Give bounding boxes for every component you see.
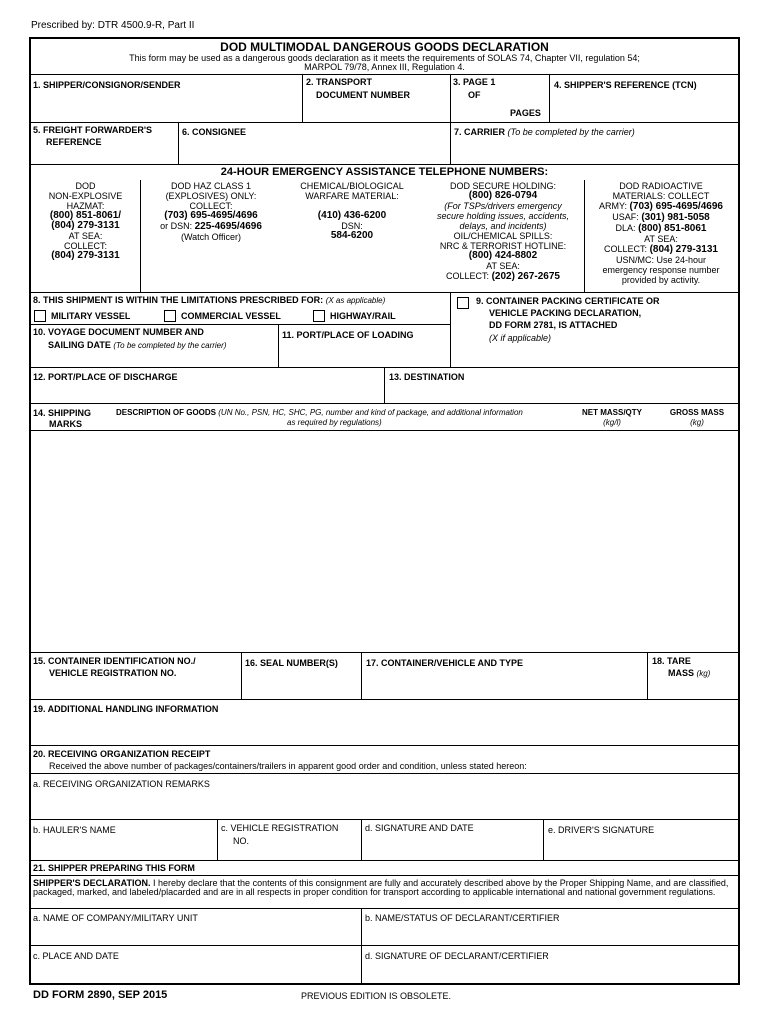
box16-label: 16. SEAL NUMBER(S) — [245, 658, 338, 668]
box15-label: 15. CONTAINER IDENTIFICATION NO./ — [33, 656, 196, 666]
gross-mass-header: GROSS MASS — [669, 408, 725, 417]
highway-rail-label: HIGHWAY/RAIL — [330, 311, 396, 321]
commercial-vessel-label: COMMERCIAL VESSEL — [181, 311, 281, 321]
box18-label-2: MASS (kg) — [668, 668, 711, 678]
form-number: DD FORM 2890, SEP 2015 — [33, 989, 168, 1001]
form-subtitle-1: This form may be used as a dangerous goods declaration as it meets the requirements of SOLAS 74, Chapter VII, regulation 54; — [129, 53, 640, 63]
form-subtitle-2: MARPOL 79/78, Annex III, Regulation 4. — [304, 62, 465, 72]
military-vessel-checkbox[interactable] — [34, 310, 46, 322]
box18-label: 18. TARE — [652, 656, 691, 666]
box20e-label: e. DRIVER'S SIGNATURE — [548, 825, 655, 835]
highway-rail-checkbox[interactable] — [313, 310, 325, 322]
commercial-vessel-checkbox[interactable] — [164, 310, 176, 322]
box20b-label: b. HAULER'S NAME — [33, 825, 116, 835]
emergency-col-secure-holding: DOD SECURE HOLDING: (800) 826-0794 (For TSPs/drivers emergency secure holding issues, accidents, delays, and incidents) OIL/CHEMICAL SPILLS: NRC & TERRORIST HOTLINE: (800) 424-8802 AT SEA: COLLECT: (202) 267-2675 — [436, 181, 570, 282]
box9-label-2: VEHICLE PACKING DECLARATION, — [489, 308, 642, 318]
box21-label: 21. SHIPPER PREPARING THIS FORM — [33, 863, 195, 873]
box3-of: OF — [468, 90, 481, 100]
box1-label: 1. SHIPPER/CONSIGNOR/SENDER — [33, 80, 181, 90]
box6-label: 6. CONSIGNEE — [182, 127, 247, 137]
previous-edition-note: PREVIOUS EDITION IS OBSOLETE. — [301, 991, 452, 1001]
box3-pages: PAGES — [510, 108, 541, 118]
box14-label-2: MARKS — [49, 419, 82, 429]
goods-description-area[interactable] — [31, 431, 738, 651]
box17-label: 17. CONTAINER/VEHICLE AND TYPE — [366, 658, 524, 668]
box9-label-3: DD FORM 2781, IS ATTACHED — [489, 320, 618, 330]
net-mass-header: NET MASS/QTY — [581, 408, 642, 417]
box14-label: 14. SHIPPING — [33, 408, 92, 418]
shipper-declaration: SHIPPER'S DECLARATION. I hereby declare that the contents of this consignment are fully and accurately described above by the Proper Shipping Name, and are classified, packaged, marked, and labeled/placarded and are in all respects in proper condition for transport according to applicable international and national government regulations. — [33, 878, 729, 897]
box21d-label: d. SIGNATURE OF DECLARANT/CERTIFIER — [365, 951, 549, 961]
box9-label: 9. CONTAINER PACKING CERTIFICATE OR — [476, 296, 660, 306]
box21b-label: b. NAME/STATUS OF DECLARANT/CERTIFIER — [365, 913, 560, 923]
box11-label: 11. PORT/PLACE OF LOADING — [282, 330, 414, 340]
prescribed-by: Prescribed by: DTR 4500.9-R, Part II — [31, 20, 195, 31]
box12-label: 12. PORT/PLACE OF DISCHARGE — [33, 372, 178, 382]
box20a-label: a. RECEIVING ORGANIZATION REMARKS — [33, 779, 210, 789]
description-header: DESCRIPTION OF GOODS (UN No., PSN, HC, SHC, PG, number and kind of package, and additional information — [116, 408, 523, 417]
box20d-label: d. SIGNATURE AND DATE — [365, 823, 474, 833]
box2-label-2: DOCUMENT NUMBER — [316, 90, 410, 100]
military-vessel-label: MILITARY VESSEL — [51, 311, 131, 321]
emergency-col-chemical: CHEMICAL/BIOLOGICAL WARFARE MATERIAL: (410) 436-6200 DSN: 584-6200 — [300, 181, 404, 241]
box20-text: Received the above number of packages/containers/trailers in apparent good order and condition, unless stated hereon: — [49, 761, 527, 771]
emergency-col-radioactive: DOD RADIOACTIVE MATERIALS: COLLECT ARMY: (703) 695-4695/4696 USAF: (301) 981-5058 DLA: (800) 851-8061 AT SEA: COLLECT: (804) 279-3131 USN/MC: Use 24-hour emergency response number provided by activity. — [599, 181, 723, 285]
emergency-col-explosives: DOD HAZ CLASS 1 (EXPLOSIVES) ONLY: COLLECT: (703) 695-4695/4696 or DSN: 225-4695/4696 (Watch Officer) — [160, 181, 262, 242]
box7-label: 7. CARRIER (To be completed by the carrier) — [454, 127, 635, 137]
box21c-label: c. PLACE AND DATE — [33, 951, 119, 961]
box4-label: 4. SHIPPER'S REFERENCE (TCN) — [554, 80, 697, 90]
box19-label: 19. ADDITIONAL HANDLING INFORMATION — [33, 704, 219, 714]
box2-label: 2. TRANSPORT — [306, 77, 373, 87]
box13-label: 13. DESTINATION — [389, 372, 465, 382]
emergency-heading: 24-HOUR EMERGENCY ASSISTANCE TELEPHONE NUMBERS: — [220, 166, 549, 178]
description-note: as required by regulations) — [287, 418, 382, 427]
box20c-label: c. VEHICLE REGISTRATION — [221, 823, 339, 833]
form-title: DOD MULTIMODAL DANGEROUS GOODS DECLARATION — [220, 40, 549, 54]
net-mass-unit: (kg/l) — [603, 418, 621, 427]
box20-label: 20. RECEIVING ORGANIZATION RECEIPT — [33, 749, 211, 759]
box20c-label-2: NO. — [233, 836, 250, 846]
box21a-label: a. NAME OF COMPANY/MILITARY UNIT — [33, 913, 198, 923]
box5-label: 5. FREIGHT FORWARDER'S — [33, 125, 152, 135]
box3-label: 3. PAGE 1 — [453, 77, 496, 87]
gross-mass-unit: (kg) — [690, 418, 704, 427]
box15-label-2: VEHICLE REGISTRATION NO. — [49, 668, 177, 678]
box10-label-2: SAILING DATE (To be completed by the carrier) — [48, 340, 227, 350]
box10-label: 10. VOYAGE DOCUMENT NUMBER AND — [33, 327, 204, 337]
box8-label: 8. THIS SHIPMENT IS WITHIN THE LIMITATIONS PRESCRIBED FOR: (X as applicable) — [33, 295, 386, 305]
packing-certificate-checkbox[interactable] — [457, 297, 469, 309]
box9-note: (X if applicable) — [489, 333, 552, 343]
emergency-col-nonexplosive: DOD NON-EXPLOSIVE HAZMAT: (800) 851-8061/ (804) 279-3131 AT SEA: COLLECT: (804) 279-3131 — [48, 181, 123, 261]
box5-label-2: REFERENCE — [46, 137, 102, 147]
